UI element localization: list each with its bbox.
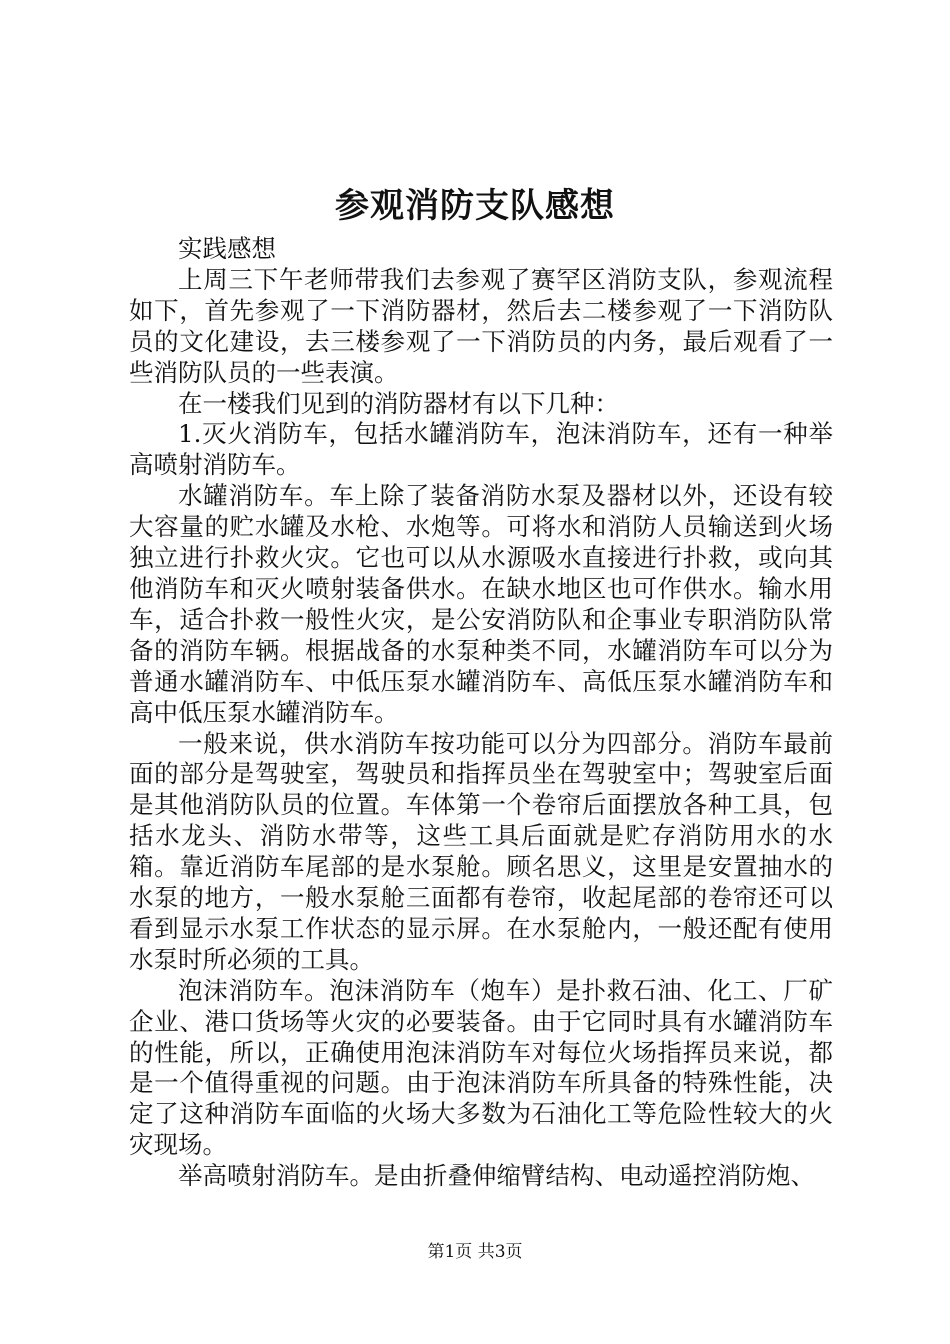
paragraph: 举高喷射消防车。是由折叠伸缩臂结构、电动遥控消防炮、 bbox=[178, 1161, 815, 1191]
paragraph: 在一楼我们见到的消防器材有以下几种： bbox=[178, 388, 619, 418]
paragraph: 1.灭火消防车，包括水罐消防车，泡沫消防车，还有一种举高喷射消防车。 bbox=[129, 419, 833, 480]
paragraph: 实践感想 bbox=[178, 234, 276, 263]
page-footer: 第1页 共3页 bbox=[427, 1242, 523, 1262]
paragraph: 上周三下午老师带我们去参观了赛罕区消防支队，参观流程如下，首先参观了一下消防器材，然后去二楼参观了一下消防队员的文化建设，去三楼参观了一下消防员的内务，最后观看了一些消防队员的一些表演。 bbox=[129, 264, 833, 387]
document-body bbox=[129, 234, 833, 1192]
document-title: 参观消防支队感想 bbox=[335, 186, 615, 226]
paragraph: 一般来说，供水消防车按功能可以分为四部分。消防车最前面的部分是驾驶室，驾驶员和指挥员坐在驾驶室中；驾驶室后面是其他消防队员的位置。车体第一个卷帘后面摆放各种工具，包括水龙头、消防水带等，这些工具后面就是贮存消防用水的水箱。靠近消防车尾部的是水泵舱。顾名思义，这里是安置抽水的水泵的地方，一般水泵舱三面都有卷帘，收起尾部的卷帘还可以看到显示水泵工作状态的显示屏。在水泵舱内，一般还配有使用水泵时所必须的工具。 bbox=[129, 728, 833, 974]
paragraph: 水罐消防车。车上除了装备消防水泵及器材以外，还设有较大容量的贮水罐及水枪、水炮等。可将水和消防人员输送到火场独立进行扑救火灾。它也可以从水源吸水直接进行扑救，或向其他消防车和灭火喷射装备供水。在缺水地区也可作供水。输水用车，适合扑救一般性火灾，是公安消防队和企事业专职消防队常备的消防车辆。根据战备的水泵种类不同，水罐消防车可以分为普通水罐消防车、中低压泵水罐消防车、高低压泵水罐消防车和高中低压泵水罐消防车。 bbox=[129, 481, 833, 727]
paragraph: 泡沫消防车。泡沫消防车（炮车）是扑救石油、化工、厂矿企业、港口货场等火灾的必要装备。由于它同时具有水罐消防车的性能，所以，正确使用泡沫消防车对每位火场指挥员来说，都是一个值得重视的问题。由于泡沫消防车所具备的特殊性能，决定了这种消防车面临的火场大多数为石油化工等危险性较大的火灾现场。 bbox=[129, 975, 833, 1160]
